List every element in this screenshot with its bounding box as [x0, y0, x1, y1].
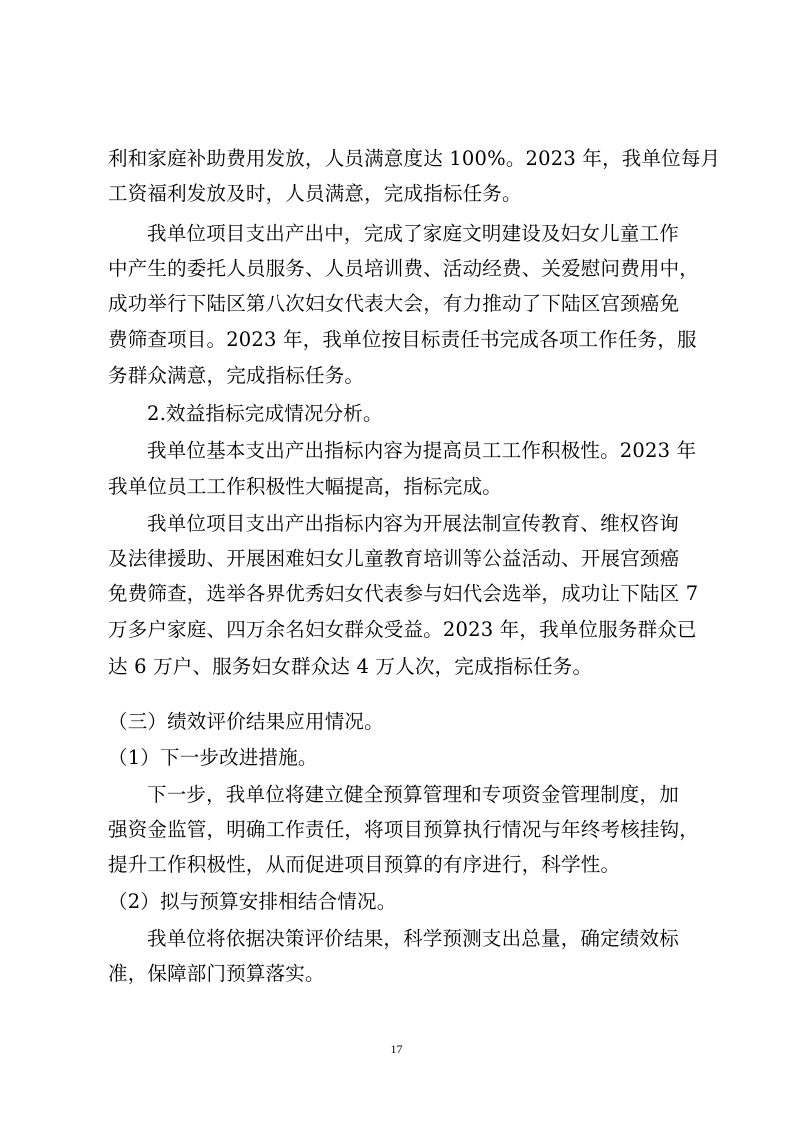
body-line: 利和家庭补助费用发放，人员满意度达 100%。2023 年，我单位每月: [108, 147, 721, 170]
body-line: 强资金监管，明确工作责任，将项目预算执行情况与年终考核挂钩，: [108, 818, 700, 841]
body-line: 达 6 万户、服务妇女群众达 4 万人次，完成指标任务。: [108, 655, 593, 678]
subsection-heading: （1）下一步改进措施。: [108, 746, 318, 769]
subsection-heading: （2）拟与预算安排相结合情况。: [108, 890, 397, 913]
body-line: 我单位基本支出产出指标内容为提高员工工作积极性。2023 年: [147, 439, 697, 462]
body-line: 我单位员工工作积极性大幅提高，指标完成。: [108, 475, 503, 498]
body-line: 提升工作积极性，从而促进项目预算的有序进行，科学性。: [108, 853, 621, 876]
body-line: 我单位项目支出产出中，完成了家庭文明建设及妇女儿童工作: [147, 222, 679, 245]
section-heading: （三）绩效评价结果应用情况。: [108, 710, 384, 733]
body-line: 万多户家庭、四万余名妇女群众受益。2023 年，我单位服务群众已: [108, 618, 697, 641]
body-line: 务群众满意，完成指标任务。: [108, 364, 365, 387]
body-line: 我单位项目支出产出指标内容为开展法制宣传教育、维权咨询: [147, 512, 679, 535]
body-line: 中产生的委托人员服务、人员培训费、活动经费、关爱慰问费用中，: [108, 257, 700, 280]
page-number: 17: [390, 1042, 403, 1056]
body-line: 成功举行下陆区第八次妇女代表大会，有力推动了下陆区宫颈癌免: [108, 292, 680, 315]
body-line: 工资福利发放及时，人员满意，完成指标任务。: [108, 182, 522, 205]
body-line: 免费筛查，选举各界优秀妇女代表参与妇代会选举，成功让下陆区 7: [108, 582, 699, 605]
body-line: 费筛查项目。2023 年，我单位按目标责任书完成各项工作任务，服: [108, 328, 697, 351]
body-line: 准，保障部门预算落实。: [108, 962, 325, 985]
body-line: 我单位将依据决策评价结果，科学预测支出总量，确定绩效标: [147, 927, 679, 950]
body-line: 及法律援助、开展困难妇女儿童教育培训等公益活动、开展宫颈癌: [108, 547, 680, 570]
section-heading: 2.效益指标完成情况分析。: [147, 402, 383, 425]
body-line: 下一步，我单位将建立健全预算管理和专项资金管理制度，加: [147, 783, 679, 806]
